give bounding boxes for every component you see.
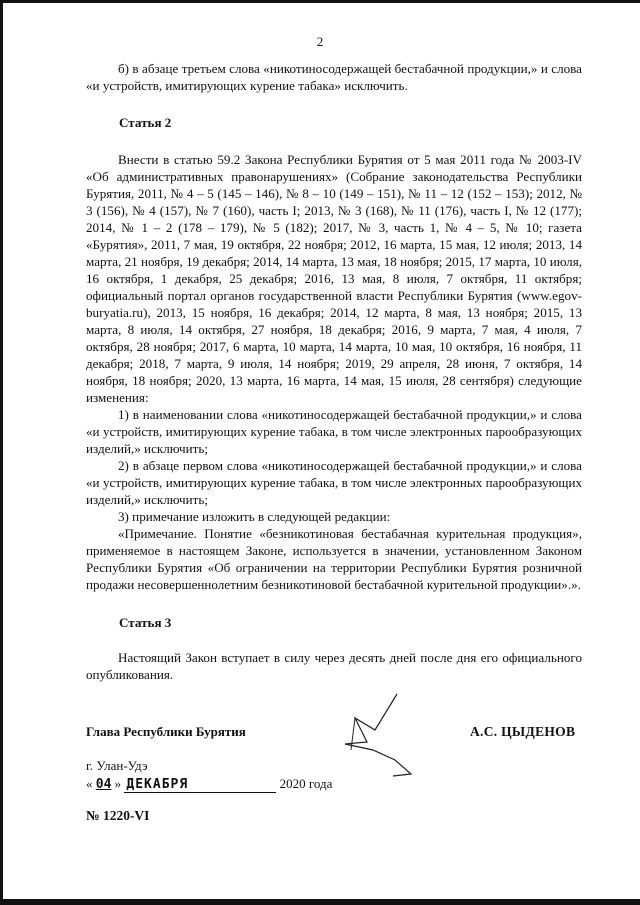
signatory-title: Глава Республики Бурятия bbox=[86, 724, 246, 739]
article-2-note: «Примечание. Понятие «безникотиновая бестабачная курительная продукция», применяемое в настоящем Законе, используется в значении, установленном Законом Республики Бурятия «Об ограничении на территории Республики Бурятия розничной продажи несовершеннолетним безникотиновой бестабачной курительной продукции».». bbox=[86, 526, 582, 592]
handwritten-signature bbox=[315, 690, 435, 790]
date-year: 2020 года bbox=[279, 776, 333, 791]
date-close-quote: » bbox=[114, 776, 122, 791]
date-day: 04 bbox=[95, 777, 112, 792]
article-2-item-1: 1) в наименовании слова «никотиносодержащей бестабачной продукции,» и слова «и устройств, имитирующих курение табака, в том числе электронных парообразующих изделий,» исключить; bbox=[86, 407, 582, 456]
article-3-heading: Статья 3 bbox=[119, 615, 172, 630]
article-2-heading: Статья 2 bbox=[119, 115, 172, 130]
signing-date bbox=[86, 776, 332, 793]
date-month: ДЕКАБРЯ bbox=[124, 777, 276, 793]
article-2-item-2: 2) в абзаце первом слова «никотиносодержащей бестабачной продукции,» и слова «и устройств, имитирующих курение табака, в том числе электронных парообразующих изделий,» исключить; bbox=[86, 458, 582, 507]
article-2-item-3: 3) примечание изложить в следующей редакции: bbox=[118, 509, 391, 524]
date-open-quote: « bbox=[86, 776, 93, 791]
document-body bbox=[86, 60, 582, 683]
page-number: 2 bbox=[316, 34, 324, 49]
city: г. Улан-Удэ bbox=[86, 758, 148, 773]
law-number: № 1220-VI bbox=[86, 808, 150, 823]
signatory-name: А.С. ЦЫДЕНОВ bbox=[470, 724, 576, 739]
article-3-text: Настоящий Закон вступает в силу через десять дней после дня его официального опубликования. bbox=[86, 650, 582, 682]
article-2-intro: Внести в статью 59.2 Закона Республики Бурятия от 5 мая 2011 года № 2003-IV «Об административных правонарушениях» (Собрание законодательства Республики Бурятия, 2011, № 4 – 5 (145 – 146), № 8 – 10 (149 – 151), № 11 – 12 (152 – 153); 2012, № 3 (156), № 4 (157), № 7 (160), часть I; 2013, № 3 (168), № 11 (176), часть I, № 12 (177); 2014, № 1 – 2 (178 – 179), № 5 (182); 2017, № 3, часть 1, № 4 – 5, № 10; газета «Бурятия», 2011, 7 мая, 19 октября, 22 ноября; 2012, 16 марта, 15 мая, 12 июля; 2013, 14 марта, 21 ноября, 19 декабря; 2014, 14 марта, 13 мая, 18 ноября; 2015, 17 марта, 10 июля, 16 октября, 1 декабря, 25 декабря; 2016, 13 мая, 8 июля, 7 октября, 11 октября; официальный портал органов государственной власти Республики Бурятия (www.egov-buryatia.ru), 2013, 15 ноября, 16 декабря; 2014, 12 марта, 8 мая, 13 ноября; 2015, 13 марта, 8 июля, 14 октября, 27 ноября, 18 декабря; 2016, 9 марта, 7 мая, 4 июля, 7 октября, 28 ноября; 2017, 6 марта, 10 марта, 14 марта, 10 мая, 10 октября, 16 ноября, 11 декабря; 2018, 7 марта, 9 июля, 14 ноября; 2019, 29 апреля, 28 июня, 7 октября, 14 ноября, 18 ноября; 2020, 13 марта, 16 марта, 14 мая, 15 июля, 28 сентября) следующие изменения: bbox=[86, 152, 582, 405]
paragraph-b: б) в абзаце третьем слова «никотиносодержащей бестабачной продукции,» и слова «и устройств, имитирующих курение табака» исключить. bbox=[86, 61, 582, 93]
